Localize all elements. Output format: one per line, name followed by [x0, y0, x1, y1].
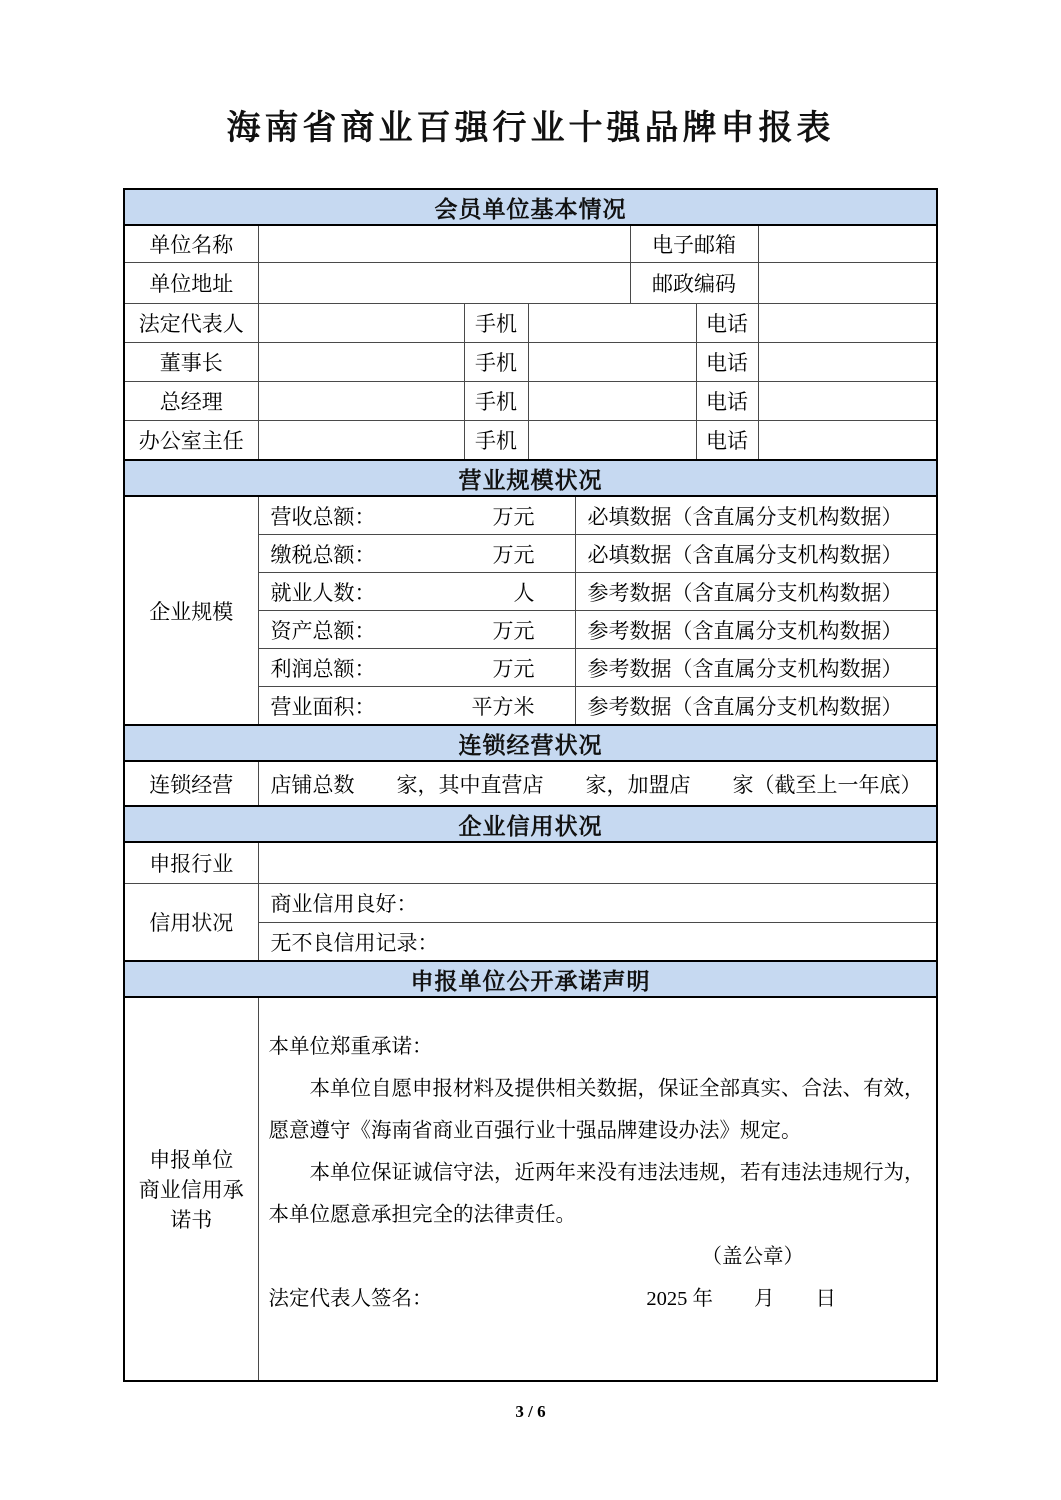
email-input[interactable] [758, 225, 937, 263]
page-number: 3 / 6 [515, 1402, 546, 1421]
declaration-intro: 本单位郑重承诺： [268, 1036, 433, 1058]
email-label: 电子邮箱 [630, 225, 758, 263]
unit-name-label: 单位名称 [124, 225, 258, 263]
postcode-label: 邮政编码 [630, 263, 758, 304]
phone-label: 电话 [696, 382, 758, 421]
revenue-note: 必填数据（含直属分支机构数据） [575, 496, 937, 535]
phone-label: 电话 [696, 343, 758, 382]
no-bad-record-input[interactable]: 无不良信用记录： [258, 923, 937, 962]
row-office-director [124, 421, 937, 461]
declaration-content [258, 997, 937, 1381]
mobile-label: 手机 [464, 343, 528, 382]
row-revenue [124, 496, 937, 535]
section-row-basic-info [124, 189, 937, 225]
legal-representative-name-input[interactable] [258, 304, 464, 343]
profit-unit: 万元 [492, 656, 535, 681]
floor-area-unit: 平方米 [471, 694, 535, 719]
declaration-row-label-line2: 商业信用承 [138, 1178, 244, 1202]
chairman-phone-input[interactable] [758, 343, 937, 382]
general-manager-phone-input[interactable] [758, 382, 937, 421]
chain-operation-label: 连锁经营 [124, 761, 258, 806]
row-declaration [124, 997, 937, 1381]
section-row-business-scale [124, 460, 937, 496]
assets-note: 参考数据（含直属分支机构数据） [575, 611, 937, 649]
office-director-phone-input[interactable] [758, 421, 937, 461]
row-declared-industry [124, 842, 937, 884]
assets-input[interactable] [258, 611, 575, 649]
section-header-credit: 企业信用状况 [124, 806, 937, 842]
section-row-credit [124, 806, 937, 842]
unit-address-input[interactable] [258, 263, 630, 304]
employees-note: 参考数据（含直属分支机构数据） [575, 573, 937, 611]
row-chairman [124, 343, 937, 382]
good-credit-input[interactable]: 商业信用良好： [258, 884, 937, 923]
legal-representative-label: 法定代表人 [124, 304, 258, 343]
floor-area-input[interactable] [258, 687, 575, 726]
chairman-name-input[interactable] [258, 343, 464, 382]
revenue-input[interactable] [258, 496, 575, 535]
employees-label: 就业人数： [270, 580, 376, 605]
profit-input[interactable] [258, 649, 575, 687]
phone-label: 电话 [696, 421, 758, 461]
mobile-label: 手机 [464, 304, 528, 343]
general-manager-name-input[interactable] [258, 382, 464, 421]
row-good-credit [124, 884, 937, 923]
section-row-chain-operation [124, 725, 937, 761]
row-unit-name [124, 225, 937, 263]
section-header-business-scale: 营业规模状况 [124, 460, 937, 496]
row-unit-address [124, 263, 937, 304]
declaration-paragraph-1: 本单位自愿申报材料及提供相关数据，保证全部真实、合法、有效，愿意遵守《海南省商业百强行业十强品牌建设办法》规定。 [268, 1078, 925, 1142]
phone-label: 电话 [696, 304, 758, 343]
declaration-row-label [124, 997, 258, 1381]
legal-representative-phone-input[interactable] [758, 304, 937, 343]
date-placeholder[interactable]: 2025 年 月 日 [646, 1288, 836, 1310]
employees-input[interactable] [258, 573, 575, 611]
general-manager-label: 总经理 [124, 382, 258, 421]
row-general-manager [124, 382, 937, 421]
general-manager-mobile-input[interactable] [528, 382, 696, 421]
declared-industry-label: 申报行业 [124, 842, 258, 884]
declaration-row-label-line3: 诺书 [170, 1208, 213, 1232]
revenue-label: 营收总额： [270, 504, 376, 529]
office-director-name-input[interactable] [258, 421, 464, 461]
office-director-label: 办公室主任 [124, 421, 258, 461]
declaration-row-label-line1: 申报单位 [149, 1148, 234, 1172]
section-header-basic-info: 会员单位基本情况 [124, 189, 937, 225]
tax-note: 必填数据（含直属分支机构数据） [575, 535, 937, 573]
employees-unit: 人 [513, 580, 535, 605]
office-director-mobile-input[interactable] [528, 421, 696, 461]
page-title: 海南省商业百强行业十强品牌申报表 [226, 110, 835, 147]
tax-unit: 万元 [492, 542, 535, 567]
tax-input[interactable] [258, 535, 575, 573]
chairman-mobile-input[interactable] [528, 343, 696, 382]
postcode-input[interactable] [758, 263, 937, 304]
signature-label[interactable]: 法定代表人签名： [268, 1288, 433, 1310]
row-legal-representative [124, 304, 937, 343]
profit-note: 参考数据（含直属分支机构数据） [575, 649, 937, 687]
profit-label: 利润总额： [270, 656, 376, 681]
unit-name-input[interactable] [258, 225, 630, 263]
floor-area-note: 参考数据（含直属分支机构数据） [575, 687, 937, 726]
chain-operation-input[interactable]: 店铺总数 家，其中直营店 家，加盟店 家（截至上一年底） [258, 761, 937, 806]
assets-unit: 万元 [492, 618, 535, 643]
section-row-declaration [124, 961, 937, 997]
unit-address-label: 单位地址 [124, 263, 258, 304]
mobile-label: 手机 [464, 382, 528, 421]
declaration-paragraph-2: 本单位保证诚信守法，近两年来没有违法违规，若有违法违规行为，本单位愿意承担完全的法律责任。 [268, 1162, 925, 1226]
seal-placeholder: （盖公章） [701, 1246, 804, 1268]
section-header-declaration: 申报单位公开承诺声明 [124, 961, 937, 997]
enterprise-scale-label: 企业规模 [124, 496, 258, 725]
mobile-label: 手机 [464, 421, 528, 461]
tax-label: 缴税总额： [270, 542, 376, 567]
application-form-table [123, 188, 938, 1382]
declared-industry-input[interactable] [258, 842, 937, 884]
credit-status-label: 信用状况 [124, 884, 258, 962]
floor-area-label: 营业面积： [270, 694, 376, 719]
section-header-chain-operation: 连锁经营状况 [124, 725, 937, 761]
row-chain-operation [124, 761, 937, 806]
chairman-label: 董事长 [124, 343, 258, 382]
legal-representative-mobile-input[interactable] [528, 304, 696, 343]
revenue-unit: 万元 [492, 504, 535, 529]
assets-label: 资产总额： [270, 618, 376, 643]
